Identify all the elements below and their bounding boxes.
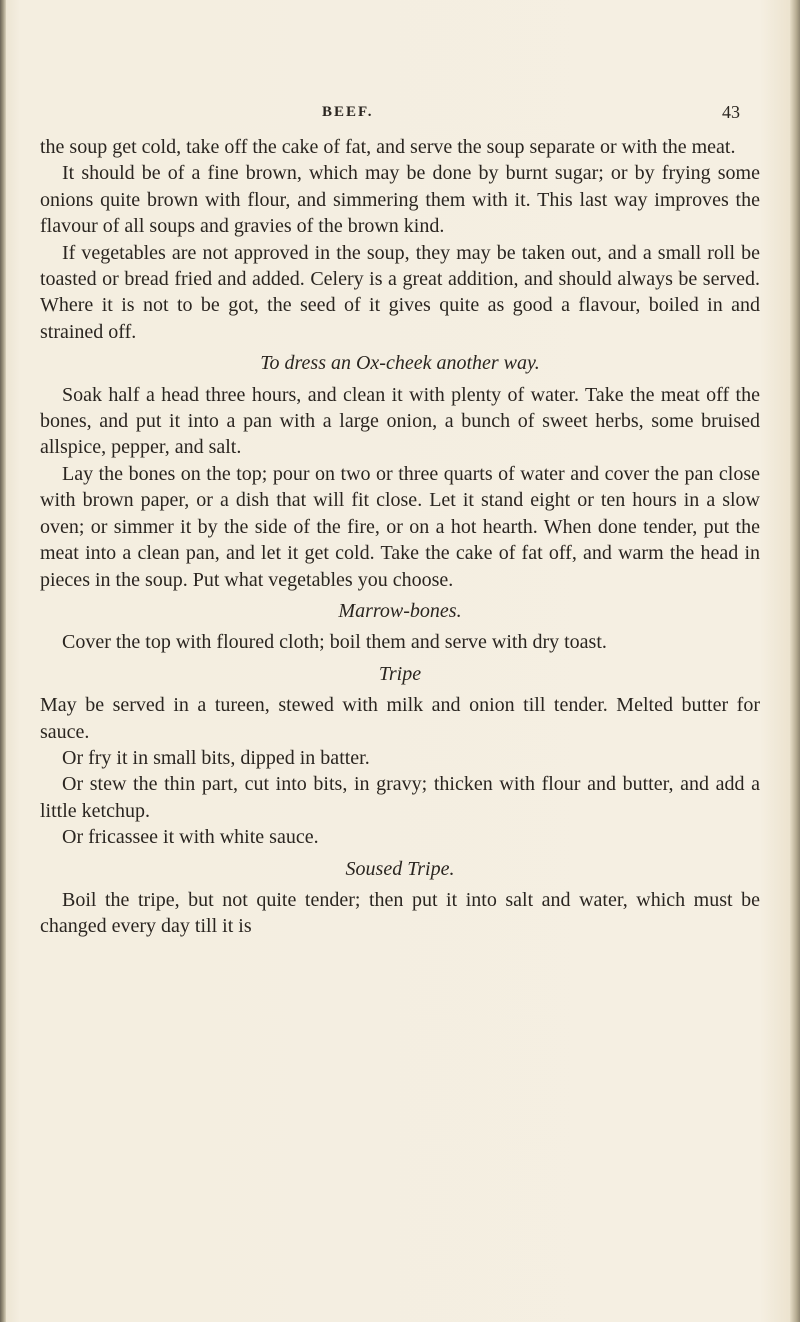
paragraph: Or fricassee it with white sauce. [62, 826, 319, 849]
paragraph: It should be of a fine brown, which may be done by burnt sugar; or by frying some onions quite brown with flour, and simmering them with it. This last way improves the flavour of all soups and gravies of the brown kind. [40, 162, 760, 238]
paragraph: Lay the bones on the top; pour on two or three quarts of water and cover the pan close with brown paper, or a dish that will fit close. Let it stand eight or ten hours in a slow oven; or simmer it by the side of the fire, or on a hot hearth. When done tender, put the meat into a clean pan, and let it get cold. Take the cake of fat off, and warm the head in pieces in the soup. Put what vegetables you choose. [40, 462, 760, 591]
page-text [40, 134, 760, 940]
recipe-heading-marrow-bones: Marrow-bones. [338, 599, 462, 622]
recipe-heading-soused-tripe: Soused Tripe. [345, 857, 455, 880]
running-head-title: BEEF. [322, 104, 374, 120]
paragraph: Or stew the thin part, cut into bits, in gravy; thicken with flour and butter, and add a little ketchup. [40, 773, 760, 822]
recipe-heading-ox-cheek: To dress an Ox-cheek another way. [260, 352, 540, 375]
paragraph: Or fry it in small bits, dipped in batter. [62, 746, 370, 769]
page-binding-edge [0, 0, 6, 1322]
paragraph: Soak half a head three hours, and clean it with plenty of water. Take the meat off the bones, and put it into a pan with a large onion, a bunch of sweet herbs, some bruised allspice, pepper, and salt. [40, 383, 760, 459]
paragraph: Boil the tripe, but not quite tender; then put it into salt and water, which must be changed every day till it is [40, 888, 760, 938]
paragraph: the soup get cold, take off the cake of fat, and serve the soup separate or with the meat. [40, 136, 736, 158]
page-outer-edge [790, 0, 800, 1322]
recipe-heading-tripe: Tripe [378, 662, 422, 685]
running-head [40, 104, 740, 130]
paragraph: Cover the top with floured cloth; boil them and serve with dry toast. [62, 631, 607, 654]
page-number: 43 [722, 102, 740, 122]
paragraph: If vegetables are not approved in the soup, they may be taken out, and a small roll be toasted or bread fried and added. Celery is a great addition, and should always be served. Where it is not to be got, the seed of it gives quite as good a flavour, boiled in and strained off. [40, 241, 760, 343]
paragraph: May be served in a tureen, stewed with milk and onion till tender. Melted butter for sauce. [40, 694, 760, 743]
